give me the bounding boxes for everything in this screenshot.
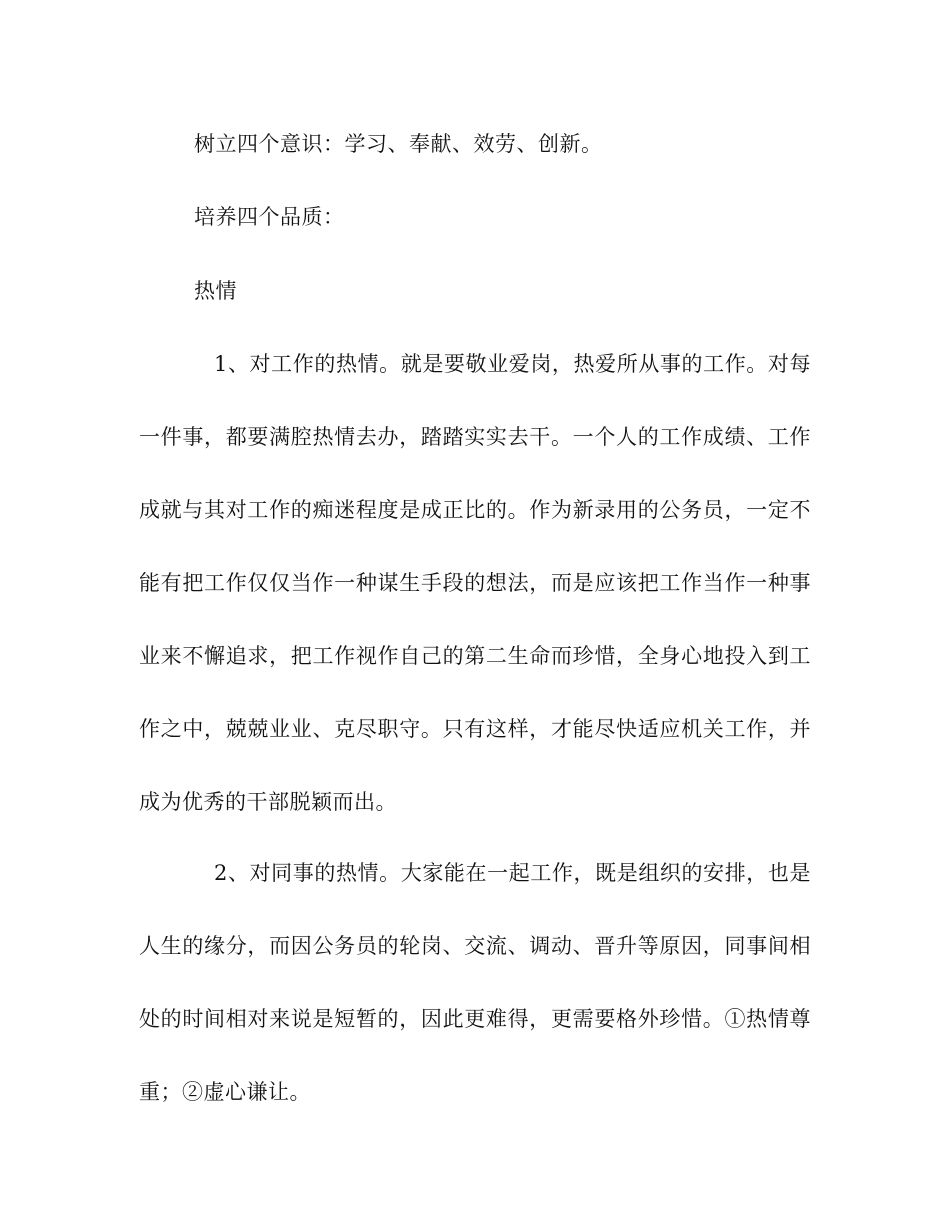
paragraph-1-line-5: 业来不懈追求，把工作视作自己的第二生命而珍惜，全身心地投入到工 bbox=[139, 644, 811, 668]
paragraph-1-line-1: 1、对工作的热情。就是要敬业爱岗，热爱所从事的工作。对每 bbox=[214, 352, 811, 376]
paragraph-2-line-1: 2、对同事的热情。大家能在一起工作，既是组织的安排，也是 bbox=[214, 861, 811, 885]
paragraph-1-line-7: 成为优秀的干部脱颖而出。 bbox=[139, 790, 397, 814]
paragraph-2-line-4: 重；②虚心谦让。 bbox=[139, 1080, 311, 1104]
text-line-consciousness: 树立四个意识：学习、奉献、效劳、创新。 bbox=[194, 132, 603, 156]
section-heading-enthusiasm: 热情 bbox=[194, 279, 237, 303]
paragraph-2-line-2: 人生的缘分，而因公务员的轮岗、交流、调动、晋升等原因，同事间相 bbox=[139, 934, 811, 958]
paragraph-2-line-3: 处的时间相对来说是短暂的，因此更难得，更需要格外珍惜。①热情尊 bbox=[139, 1007, 811, 1031]
paragraph-1-line-2: 一件事，都要满腔热情去办，踏踏实实去干。一个人的工作成绩、工作 bbox=[139, 425, 811, 449]
paragraph-1-line-6: 作之中，兢兢业业、克尽职守。只有这样，才能尽快适应机关工作，并 bbox=[139, 717, 811, 741]
paragraph-1-line-4: 能有把工作仅仅当作一种谋生手段的想法，而是应该把工作当作一种事 bbox=[139, 571, 811, 595]
text-line-qualities: 培养四个品质： bbox=[194, 205, 345, 229]
paragraph-1-line-3: 成就与其对工作的痴迷程度是成正比的。作为新录用的公务员，一定不 bbox=[139, 498, 811, 522]
